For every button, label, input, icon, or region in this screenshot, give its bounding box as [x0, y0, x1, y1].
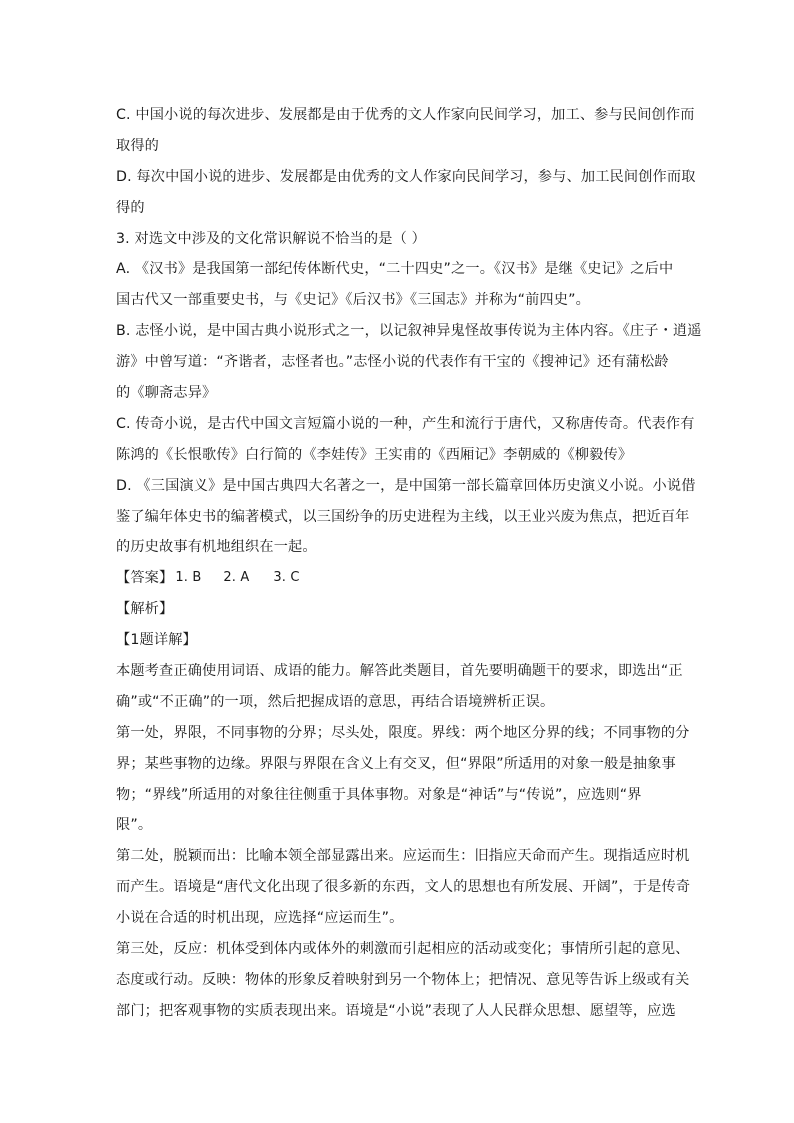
explanation-line-4: 界；某些事物的边缘。界限与界限在含义上有交叉，但“界限”所适用的对象一般是抽象事: [116, 755, 676, 772]
q3-option-a-line-2: 国古代又一部重要史书，与《史记》《后汉书》《三国志》并称为“前四史”。: [116, 292, 590, 309]
explanation-line-1: 本题考查正确使用词语、成语的能力。解答此类题目，首先要明确题干的要求，即选出“正: [116, 663, 683, 680]
q3-option-a-line-1: A. 《汉书》是我国第一部纪传体断代史，“二十四史”之一。《汉书》是继《史记》之后中: [116, 261, 674, 278]
explanation-line-2: 确”或“不正确”的一项，然后把握成语的意思，再结合语境辨析正误。: [116, 693, 555, 710]
analysis-tag: 【解析】: [116, 601, 174, 618]
explanation-line-12: 部门；把客观事物的实质表现出来。语境是“小说”表现了人人民群众思想、愿望等，应选: [116, 1002, 676, 1019]
answer-item-1: 1. B: [175, 570, 202, 586]
explanation-line-11: 态度或行动。反映：物体的形象反着映射到另一个物体上；把情况、意见等告诉上级或有关: [116, 971, 690, 988]
answer-item-2: 2. A: [223, 570, 250, 586]
q3-option-b-line-1: B. 志怪小说，是中国古典小说形式之一，以记叙神异鬼怪故事传说为主体内容。《庄子・逍遥: [116, 323, 702, 340]
subsection-tag: 【1题详解】: [116, 632, 197, 649]
explanation-line-9: 小说在合适的时机出现，应选择“应运而生”。: [116, 910, 404, 927]
question-3-stem: 3. 对选文中涉及的文化常识解说不恰当的是（ ）: [116, 230, 426, 247]
q3-option-c-line-2: 陈鸿的《长恨歌传》白行简的《李娃传》王实甫的《西厢记》李朝威的《柳毅传》: [116, 446, 633, 463]
explanation-line-3: 第一处，界限，不同事物的分界；尽头处，限度。界线：两个地区分界的线；不同事物的分: [116, 724, 690, 741]
answer-item-3: 3. C: [273, 570, 300, 586]
q3-option-d-line-2: 鉴了编年体史书的编著模式，以三国纷争的历史进程为主线，以王业兴废为焦点，把近百年: [116, 508, 690, 525]
explanation-line-8: 而产生。语境是“唐代文化出现了很多新的东西，文人的思想也有所发展、开阔”，于是传奇: [116, 879, 691, 896]
explanation-line-10: 第三处，反应：机体受到体内或体外的刺激而引起相应的活动或变化；事情所引起的意见、: [116, 941, 690, 958]
option-d-line-1: D. 每次中国小说的进步、发展都是由优秀的文人作家向民间学习，参与、加工民间创作而取: [116, 168, 696, 185]
answer-tag: 【答案】: [116, 570, 174, 587]
option-d-line-2: 得的: [116, 199, 145, 216]
q3-option-c-line-1: C. 传奇小说，是古代中国文言短篇小说的一种，产生和流行于唐代，又称唐传奇。代表作有: [116, 415, 695, 432]
explanation-line-7: 第二处，脱颖而出：比喻本领全部显露出来。应运而生：旧指应天命而产生。现指适应时机: [116, 848, 690, 865]
q3-option-b-line-2: 游》中曾写道：“齐谐者，志怪者也。”志怪小说的代表作有干宝的《搜神记》还有蒲松龄: [116, 354, 669, 371]
q3-option-d-line-3: 的历史故事有机地组织在一起。: [116, 539, 317, 556]
explanation-line-6: 限”。: [116, 817, 153, 834]
option-c-line-2: 取得的: [116, 137, 160, 154]
explanation-line-5: 物；“界线”所适用的对象往往侧重于具体事物。对象是“神话”与“传说”，应选则“界: [116, 786, 642, 803]
option-c-line-1: C. 中国小说的每次进步、发展都是由于优秀的文人作家向民间学习，加工、参与民间创作而: [116, 107, 695, 123]
q3-option-b-line-3: 的《聊斋志异》: [116, 385, 217, 402]
q3-option-d-line-1: D. 《三国演义》是中国古典四大名著之一，是中国第一部长篇章回体历史演义小说。小说借: [116, 477, 696, 494]
document-page: [116, 100, 702, 1027]
answer-line: [116, 563, 682, 594]
